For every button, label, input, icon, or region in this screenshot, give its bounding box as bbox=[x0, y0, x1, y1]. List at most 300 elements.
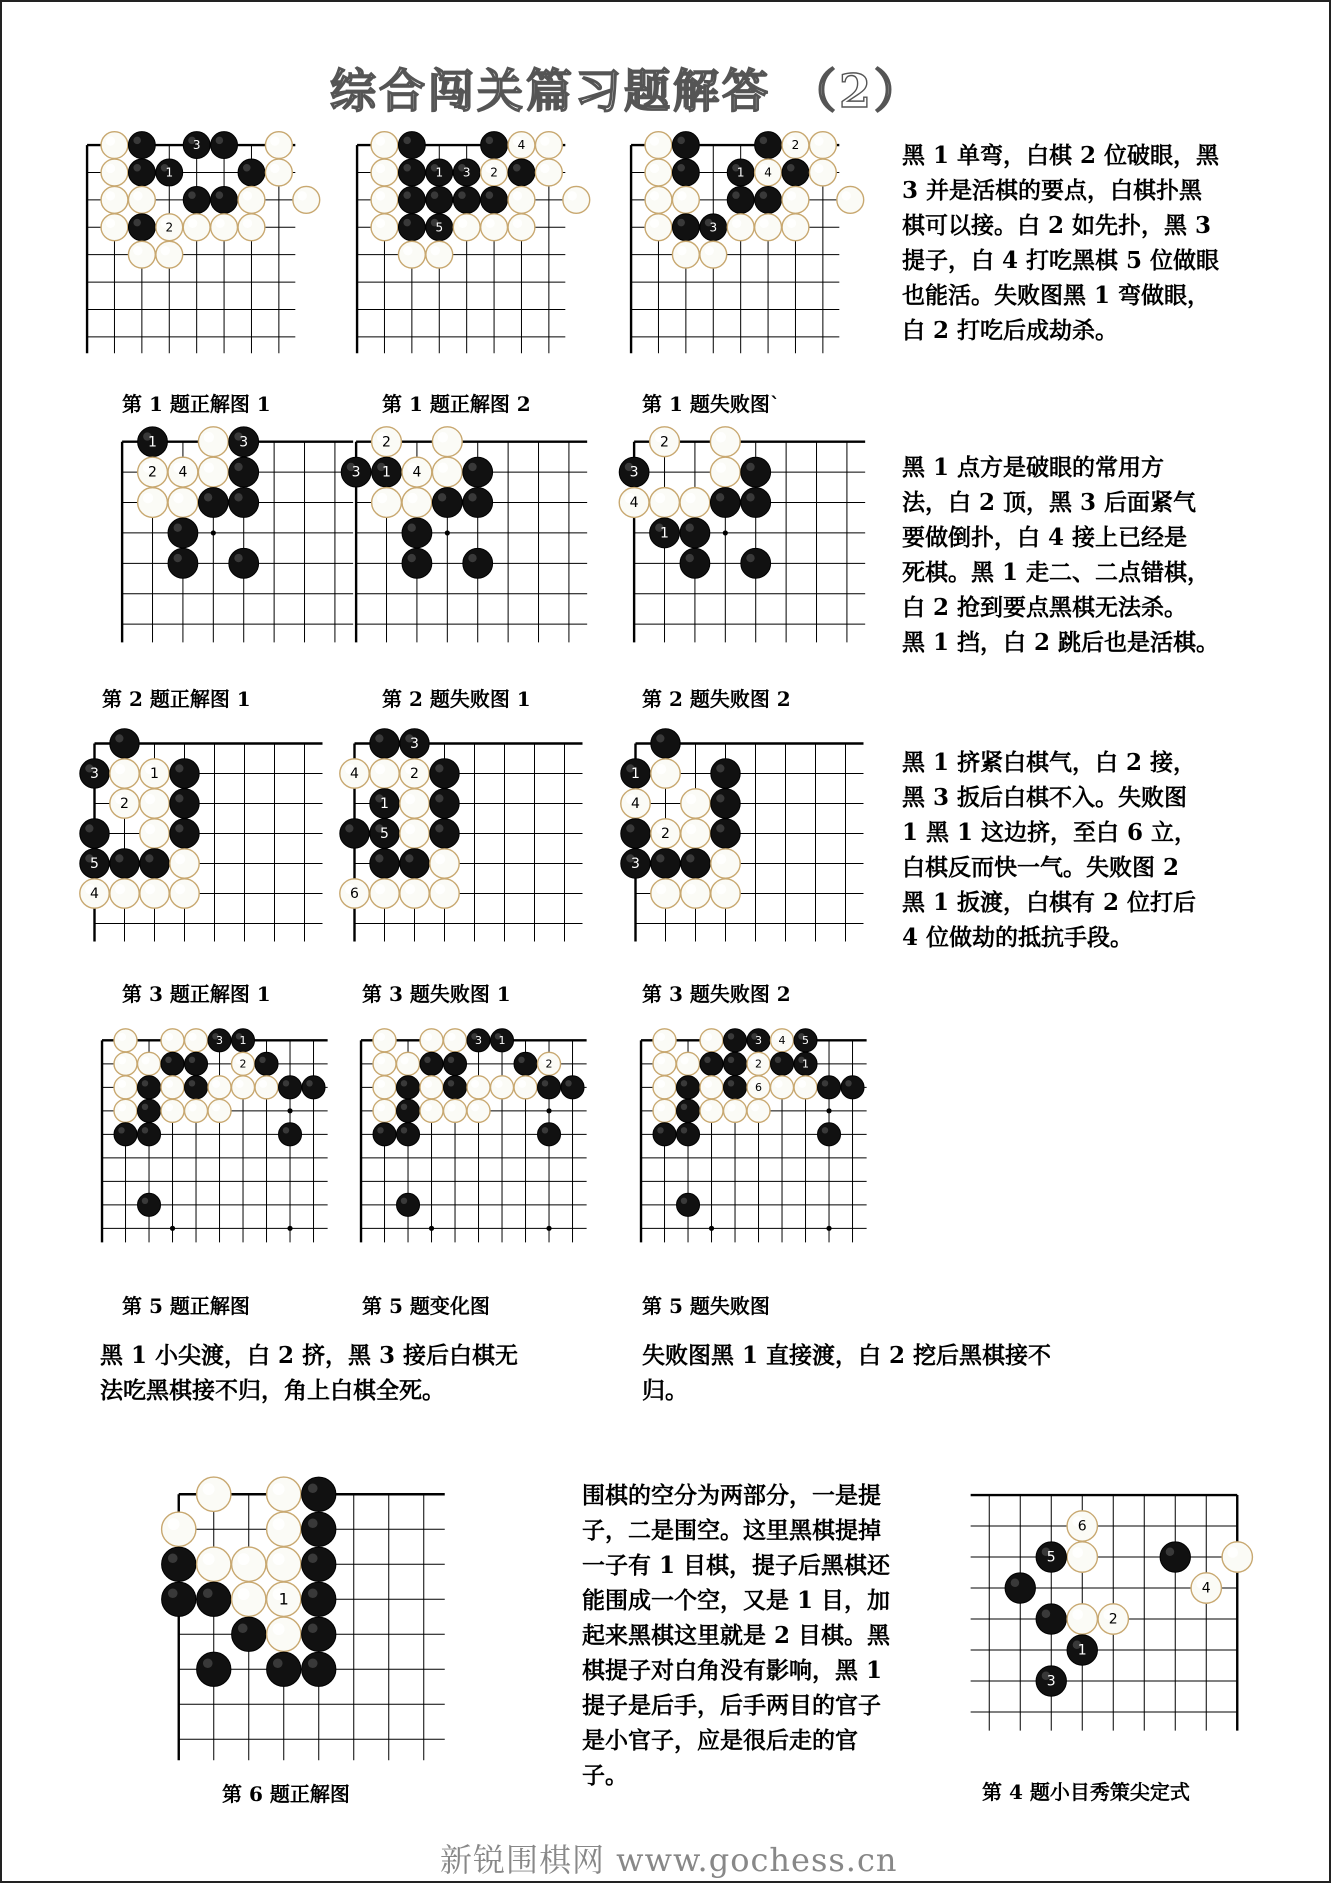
stone-highlight bbox=[236, 1080, 244, 1088]
black-stone bbox=[197, 1582, 231, 1616]
white-stone bbox=[128, 241, 155, 268]
white-stone bbox=[101, 214, 128, 241]
stone-highlight bbox=[626, 824, 634, 832]
stone-highlight bbox=[408, 524, 416, 532]
black-stone bbox=[430, 789, 459, 818]
white-stone bbox=[138, 1052, 161, 1075]
star-point bbox=[429, 1226, 434, 1231]
stone-highlight bbox=[716, 854, 726, 864]
white-stone bbox=[724, 1099, 747, 1122]
star-point bbox=[211, 530, 216, 535]
white-stone bbox=[1222, 1542, 1252, 1572]
stone-highlight bbox=[175, 764, 183, 772]
white-stone bbox=[400, 819, 429, 848]
stone-highlight bbox=[243, 191, 252, 200]
black-stone bbox=[185, 1076, 208, 1099]
stone-highlight bbox=[238, 1553, 250, 1565]
stone-highlight bbox=[518, 1057, 524, 1063]
move-number: 3 bbox=[351, 464, 361, 481]
text-line: 也能活。失败图黑 1 弯做眼， bbox=[902, 282, 1211, 309]
move-number: 4 bbox=[178, 464, 188, 481]
white-stone bbox=[198, 457, 228, 487]
white-stone bbox=[232, 1582, 266, 1616]
stone-highlight bbox=[133, 246, 142, 255]
stone-highlight bbox=[377, 1033, 385, 1041]
black-stone bbox=[398, 186, 425, 213]
move-number: 6 bbox=[350, 886, 359, 902]
stone-highlight bbox=[716, 764, 724, 772]
black-stone bbox=[711, 789, 740, 818]
stone-highlight bbox=[118, 1080, 126, 1088]
caption-1c: 第 1 题失败图` bbox=[642, 392, 780, 416]
white-stone bbox=[373, 1052, 396, 1075]
stone-highlight bbox=[375, 854, 383, 862]
text-line: 白 2 抢到要点黑棋无法杀。 bbox=[902, 594, 1188, 621]
white-stone bbox=[645, 132, 672, 159]
stone-highlight bbox=[438, 462, 448, 472]
black-stone bbox=[818, 1076, 841, 1099]
stone-highlight bbox=[656, 854, 664, 862]
stone-highlight bbox=[306, 1080, 312, 1086]
stone-highlight bbox=[513, 191, 522, 200]
white-stone bbox=[1067, 1542, 1097, 1572]
stone-highlight bbox=[215, 219, 224, 228]
black-stone bbox=[651, 849, 680, 878]
stone-highlight bbox=[728, 1057, 734, 1063]
stone-highlight bbox=[308, 1658, 318, 1668]
star-point bbox=[546, 1108, 551, 1113]
white-stone bbox=[232, 1076, 255, 1099]
go-board-2b bbox=[309, 425, 579, 665]
star-point bbox=[826, 1108, 831, 1113]
white-stone bbox=[170, 879, 199, 908]
white-stone bbox=[110, 879, 139, 908]
go-board-3a bbox=[60, 718, 315, 963]
stone-highlight bbox=[568, 191, 577, 200]
stone-highlight bbox=[238, 1623, 248, 1633]
stone-highlight bbox=[716, 824, 724, 832]
stone-highlight bbox=[677, 137, 685, 145]
caption-3b: 第 3 题失败图 1 bbox=[362, 982, 511, 1006]
black-stone bbox=[279, 1123, 302, 1146]
black-stone bbox=[168, 548, 198, 578]
black-stone bbox=[453, 186, 480, 213]
black-stone bbox=[229, 457, 259, 487]
stone-highlight bbox=[212, 1080, 220, 1088]
caption-3c: 第 3 题失败图 2 bbox=[642, 982, 791, 1006]
white-stone bbox=[651, 759, 680, 788]
text-line: 黑 1 扳渡，白棋有 2 位打后 bbox=[902, 889, 1197, 916]
black-stone bbox=[110, 849, 139, 878]
stone-highlight bbox=[142, 1056, 150, 1064]
stone-highlight bbox=[405, 824, 415, 834]
black-stone bbox=[302, 1582, 336, 1616]
move-number: 5 bbox=[1046, 1549, 1056, 1566]
stone-highlight bbox=[142, 1104, 148, 1110]
stone-highlight bbox=[650, 191, 659, 200]
white-stone bbox=[755, 214, 782, 241]
black-stone bbox=[711, 759, 740, 788]
move-number: 1 bbox=[278, 1589, 289, 1609]
black-stone bbox=[267, 1652, 301, 1686]
white-stone bbox=[453, 214, 480, 241]
white-stone bbox=[444, 1099, 467, 1122]
black-stone bbox=[727, 186, 754, 213]
text-line: 棋可以接。白 2 如先扑，黑 3 bbox=[902, 212, 1212, 239]
caption-5b: 第 5 题变化图 bbox=[362, 1294, 490, 1318]
stone-highlight bbox=[401, 1104, 407, 1110]
stone-highlight bbox=[175, 824, 183, 832]
footer-watermark: 新锐围棋网 www.gochess.cn bbox=[440, 1841, 898, 1879]
stone-highlight bbox=[216, 191, 224, 199]
move-number: 2 bbox=[410, 766, 419, 782]
text-line: 起来黑棋这里就是 2 目棋。黑 bbox=[582, 1622, 891, 1649]
black-stone bbox=[741, 548, 771, 578]
stone-highlight bbox=[273, 1623, 285, 1635]
stone-highlight bbox=[657, 1033, 665, 1041]
stone-highlight bbox=[431, 191, 439, 199]
go-board-6 bbox=[142, 1475, 442, 1770]
white-stone bbox=[373, 1099, 396, 1122]
stone-highlight bbox=[1166, 1547, 1175, 1556]
stone-highlight bbox=[787, 164, 795, 172]
white-stone bbox=[114, 1076, 137, 1099]
white-stone bbox=[161, 1029, 184, 1052]
black-stone bbox=[373, 1123, 396, 1146]
move-number: 3 bbox=[462, 165, 471, 180]
stone-highlight bbox=[657, 1103, 665, 1111]
stone-highlight bbox=[377, 1103, 385, 1111]
stone-highlight bbox=[377, 493, 387, 503]
go-board-1a bbox=[72, 130, 312, 375]
move-number: 6 bbox=[1077, 1518, 1087, 1535]
white-stone bbox=[432, 427, 462, 457]
stone-highlight bbox=[704, 1033, 712, 1041]
stone-highlight bbox=[405, 794, 415, 804]
white-stone bbox=[681, 819, 710, 848]
black-stone bbox=[677, 1123, 700, 1146]
stone-highlight bbox=[435, 854, 445, 864]
black-stone bbox=[397, 1123, 420, 1146]
white-stone bbox=[481, 214, 508, 241]
stone-highlight bbox=[234, 463, 242, 471]
stone-highlight bbox=[656, 884, 666, 894]
stone-highlight bbox=[751, 1103, 759, 1111]
stone-highlight bbox=[401, 1056, 409, 1064]
white-stone bbox=[101, 186, 128, 213]
black-stone bbox=[724, 1052, 747, 1075]
stone-highlight bbox=[273, 1483, 285, 1495]
black-stone bbox=[710, 488, 740, 518]
move-number: 1 bbox=[736, 165, 745, 180]
white-stone bbox=[373, 1029, 396, 1052]
stone-highlight bbox=[273, 1553, 285, 1565]
white-stone bbox=[198, 427, 228, 457]
move-number: 3 bbox=[410, 736, 419, 752]
white-stone bbox=[535, 132, 562, 159]
white-stone bbox=[711, 879, 740, 908]
text-line: 法吃黑棋接不归，角上白棋全死。 bbox=[100, 1377, 445, 1404]
black-stone bbox=[128, 214, 155, 241]
text-line: 3 并是活棋的要点，白棋扑黑 bbox=[902, 177, 1203, 204]
move-number: 4 bbox=[629, 495, 639, 512]
text-line: 失败图黑 1 直接渡，白 2 挖后黑棋接不 bbox=[642, 1342, 1052, 1369]
black-stone bbox=[463, 457, 493, 487]
stone-highlight bbox=[704, 1057, 710, 1063]
stone-highlight bbox=[308, 1483, 318, 1493]
white-stone bbox=[653, 1029, 676, 1052]
star-point bbox=[723, 530, 728, 535]
white-stone bbox=[162, 1512, 196, 1546]
stone-highlight bbox=[435, 794, 443, 802]
move-number: 1 bbox=[802, 1057, 810, 1071]
stone-highlight bbox=[234, 493, 242, 501]
white-stone bbox=[156, 241, 183, 268]
white-stone bbox=[563, 186, 590, 213]
black-stone bbox=[229, 488, 259, 518]
stone-highlight bbox=[238, 1588, 250, 1600]
white-stone bbox=[398, 241, 425, 268]
stone-highlight bbox=[424, 1033, 432, 1041]
move-number: 1 bbox=[498, 1033, 506, 1047]
stone-highlight bbox=[746, 554, 754, 562]
stone-highlight bbox=[655, 493, 665, 503]
go-board-5c bbox=[614, 1018, 854, 1258]
move-number: 2 bbox=[545, 1057, 553, 1071]
go-board-5b bbox=[334, 1018, 574, 1258]
white-stone bbox=[101, 132, 128, 159]
black-stone bbox=[420, 1052, 443, 1075]
black-stone bbox=[680, 518, 710, 548]
stone-highlight bbox=[308, 1553, 318, 1563]
stone-highlight bbox=[175, 794, 183, 802]
stone-highlight bbox=[203, 1658, 213, 1668]
move-number: 3 bbox=[216, 1033, 224, 1047]
white-stone bbox=[140, 789, 169, 818]
stone-highlight bbox=[513, 164, 521, 172]
white-stone bbox=[267, 1617, 301, 1651]
stone-highlight bbox=[686, 854, 694, 862]
black-stone bbox=[198, 488, 228, 518]
black-stone bbox=[741, 488, 771, 518]
stone-highlight bbox=[203, 1483, 215, 1495]
white-stone bbox=[400, 879, 429, 908]
white-stone bbox=[232, 1547, 266, 1581]
stone-highlight bbox=[377, 1127, 383, 1133]
white-stone bbox=[467, 1099, 490, 1122]
stone-highlight bbox=[375, 764, 385, 774]
white-stone bbox=[645, 159, 672, 186]
stone-highlight bbox=[189, 1033, 197, 1041]
black-stone bbox=[841, 1076, 864, 1099]
stone-highlight bbox=[308, 1623, 318, 1633]
stone-highlight bbox=[407, 493, 417, 503]
stone-highlight bbox=[759, 219, 768, 228]
caption-5a: 第 5 题正解图 bbox=[122, 1294, 250, 1318]
go-board-4 bbox=[966, 1478, 1266, 1753]
move-number: 5 bbox=[90, 856, 99, 872]
stone-highlight bbox=[165, 1033, 173, 1041]
stone-highlight bbox=[468, 554, 476, 562]
stone-highlight bbox=[732, 191, 740, 199]
move-number: 5 bbox=[435, 220, 444, 235]
move-number: 2 bbox=[660, 434, 669, 451]
stone-highlight bbox=[845, 1080, 851, 1086]
white-stone bbox=[114, 1099, 137, 1122]
move-number: 1 bbox=[382, 464, 391, 481]
text-line: 提子是后手，后手两目的官子 bbox=[582, 1692, 881, 1719]
stone-highlight bbox=[728, 1103, 736, 1111]
white-stone bbox=[371, 186, 398, 213]
stone-highlight bbox=[403, 164, 411, 172]
white-stone bbox=[185, 1029, 208, 1052]
white-stone bbox=[771, 1076, 794, 1099]
move-number: 2 bbox=[120, 796, 129, 812]
black-stone bbox=[114, 1123, 137, 1146]
stone-highlight bbox=[540, 136, 549, 145]
move-number: 3 bbox=[475, 1033, 483, 1047]
stone-highlight bbox=[1011, 1578, 1020, 1587]
text-line: 白棋反而快一气。失败图 2 bbox=[902, 854, 1180, 881]
stone-highlight bbox=[686, 884, 696, 894]
white-stone bbox=[710, 457, 740, 487]
black-stone bbox=[481, 186, 508, 213]
black-stone bbox=[481, 132, 508, 159]
black-stone bbox=[302, 1617, 336, 1651]
black-stone bbox=[255, 1052, 278, 1075]
stone-highlight bbox=[259, 1057, 265, 1063]
stone-highlight bbox=[471, 1103, 479, 1111]
stone-highlight bbox=[115, 854, 123, 862]
black-stone bbox=[138, 1099, 161, 1122]
stone-highlight bbox=[133, 164, 141, 172]
stone-highlight bbox=[814, 136, 823, 145]
white-stone bbox=[114, 1029, 137, 1052]
black-stone bbox=[128, 132, 155, 159]
stone-highlight bbox=[165, 1057, 171, 1063]
stone-highlight bbox=[188, 219, 197, 228]
black-stone bbox=[724, 1076, 747, 1099]
go-board-1b bbox=[342, 130, 582, 375]
white-stone bbox=[653, 1076, 676, 1099]
white-stone bbox=[370, 879, 399, 908]
stone-highlight bbox=[716, 884, 726, 894]
go-board-5a bbox=[75, 1018, 315, 1258]
text-line: 黑 1 挤紧白棋气，白 2 接， bbox=[902, 749, 1197, 776]
stone-highlight bbox=[458, 191, 466, 199]
text-line: 1 黑 1 这边挤，至白 6 立， bbox=[902, 819, 1198, 846]
move-number: 5 bbox=[802, 1033, 810, 1047]
stone-highlight bbox=[189, 1057, 195, 1063]
stone-highlight bbox=[435, 764, 443, 772]
white-stone bbox=[197, 1547, 231, 1581]
white-stone bbox=[653, 1099, 676, 1122]
stone-highlight bbox=[656, 734, 664, 742]
stone-highlight bbox=[168, 1518, 180, 1530]
stone-highlight bbox=[118, 1033, 126, 1041]
stone-highlight bbox=[424, 1103, 432, 1111]
move-number: 1 bbox=[1077, 1642, 1087, 1659]
stone-highlight bbox=[234, 554, 242, 562]
stone-highlight bbox=[650, 136, 659, 145]
stone-highlight bbox=[448, 1103, 456, 1111]
stone-highlight bbox=[495, 1080, 503, 1088]
white-stone bbox=[681, 879, 710, 908]
white-stone bbox=[747, 1099, 770, 1122]
white-stone bbox=[420, 1076, 443, 1099]
white-stone bbox=[837, 186, 864, 213]
stone-highlight bbox=[681, 1127, 687, 1133]
answer-text-5b bbox=[642, 1338, 1122, 1408]
stone-highlight bbox=[283, 1080, 289, 1086]
black-stone bbox=[302, 1477, 336, 1511]
text-line: 棋提子对白角没有影响，黑 1 bbox=[582, 1657, 883, 1684]
go-board-2a bbox=[75, 425, 315, 665]
black-stone bbox=[232, 1617, 266, 1651]
move-number: 2 bbox=[239, 1057, 247, 1071]
white-stone bbox=[371, 132, 398, 159]
stone-highlight bbox=[189, 1080, 195, 1086]
black-stone bbox=[755, 132, 782, 159]
black-stone bbox=[211, 186, 238, 213]
move-number: 3 bbox=[90, 766, 99, 782]
move-number: 3 bbox=[192, 138, 201, 153]
go-board-1c bbox=[616, 130, 856, 375]
move-number: 3 bbox=[1046, 1673, 1056, 1690]
text-line: 是小官子，应是很后走的官 bbox=[582, 1727, 858, 1754]
text-line: 一子有 1 目棋，提子后黑棋还 bbox=[582, 1552, 891, 1579]
stone-highlight bbox=[435, 824, 443, 832]
stone-highlight bbox=[376, 191, 385, 200]
white-stone bbox=[402, 488, 432, 518]
white-stone bbox=[432, 457, 462, 487]
white-stone bbox=[653, 1052, 676, 1075]
move-number: 5 bbox=[380, 826, 389, 842]
text-line: 黑 1 单弯，白棋 2 位破眼，黑 bbox=[902, 142, 1220, 169]
stone-highlight bbox=[681, 1056, 689, 1064]
black-stone bbox=[621, 819, 650, 848]
white-stone bbox=[430, 849, 459, 878]
white-stone bbox=[711, 849, 740, 878]
white-stone bbox=[420, 1029, 443, 1052]
stone-highlight bbox=[173, 493, 183, 503]
stone-highlight bbox=[403, 219, 411, 227]
black-stone bbox=[677, 1099, 700, 1122]
text-line: 归。 bbox=[642, 1377, 688, 1404]
move-number: 4 bbox=[764, 165, 772, 180]
stone-highlight bbox=[787, 191, 796, 200]
black-stone bbox=[680, 548, 710, 578]
stone-highlight bbox=[728, 1033, 734, 1039]
black-stone bbox=[677, 1193, 700, 1216]
stone-highlight bbox=[133, 191, 142, 200]
stone-highlight bbox=[188, 191, 196, 199]
stone-highlight bbox=[403, 137, 411, 145]
stone-highlight bbox=[760, 137, 768, 145]
black-stone bbox=[397, 1099, 420, 1122]
stone-highlight bbox=[435, 884, 445, 894]
stone-highlight bbox=[375, 734, 383, 742]
stone-highlight bbox=[798, 1080, 806, 1088]
move-number: 4 bbox=[350, 766, 359, 782]
white-stone bbox=[371, 214, 398, 241]
move-number: 2 bbox=[382, 434, 391, 451]
text-line: 黑 3 扳后白棋不入。失败图 bbox=[902, 784, 1188, 811]
star-point bbox=[546, 1226, 551, 1231]
stone-highlight bbox=[822, 1127, 828, 1133]
white-stone bbox=[238, 214, 265, 241]
stone-highlight bbox=[686, 794, 696, 804]
